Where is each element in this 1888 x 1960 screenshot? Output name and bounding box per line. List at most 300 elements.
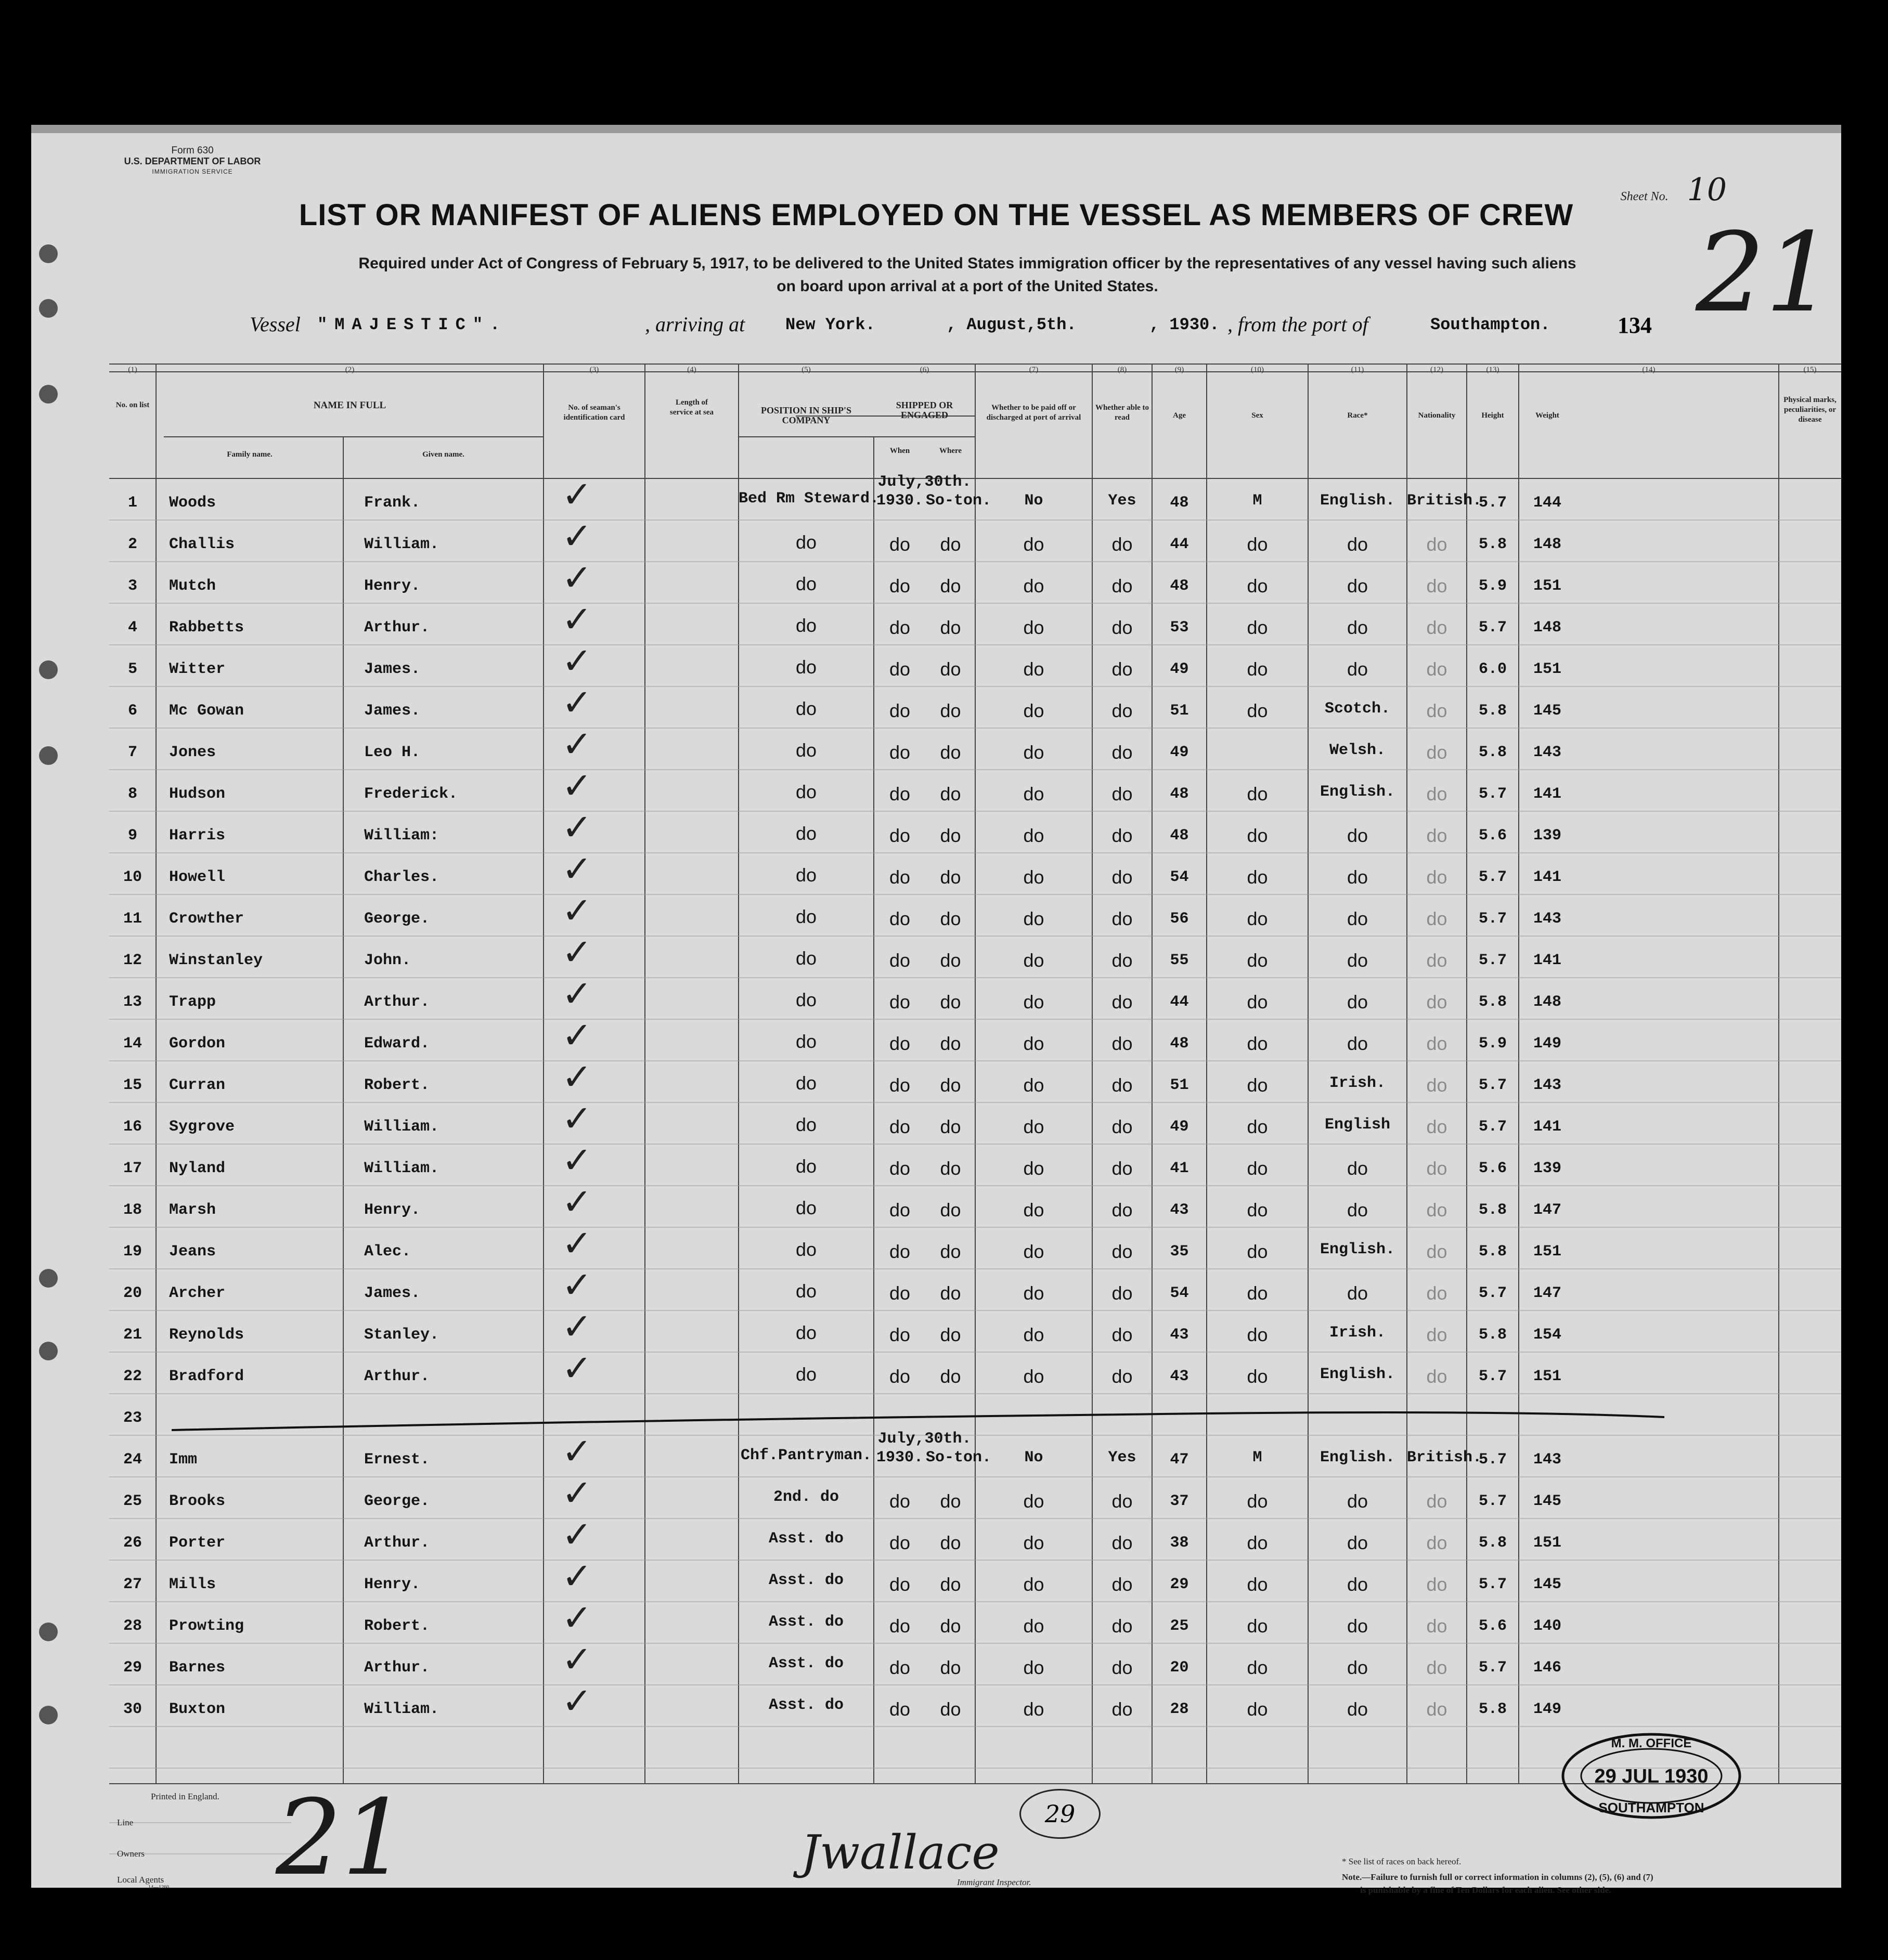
position-cell: do bbox=[795, 573, 817, 594]
given-name: Arthur. bbox=[364, 1368, 430, 1385]
race-cell: English. bbox=[1320, 1241, 1395, 1258]
family-name: Mills bbox=[169, 1576, 216, 1593]
weight-cell: 148 bbox=[1533, 619, 1561, 637]
from-port: Southampton. bbox=[1430, 315, 1550, 334]
column-number: (13) bbox=[1486, 366, 1499, 374]
paid-off-cell: No bbox=[1024, 1449, 1043, 1466]
check-mark-icon: ✓ bbox=[562, 889, 592, 932]
position-cell: do bbox=[795, 864, 817, 886]
nationality-cell: do bbox=[1426, 1324, 1447, 1345]
page-subtitle bbox=[265, 252, 1670, 298]
sex-cell: do bbox=[1247, 700, 1268, 721]
office-stamp bbox=[1560, 1732, 1742, 1820]
header-when: When bbox=[889, 447, 910, 455]
row-number: 12 bbox=[123, 952, 142, 969]
column-number: (8) bbox=[1117, 366, 1127, 374]
paid-off-cell: do bbox=[1023, 1324, 1044, 1345]
sex-cell: do bbox=[1247, 617, 1268, 638]
check-mark-icon: ✓ bbox=[562, 1305, 592, 1348]
family-name: Witter bbox=[169, 660, 226, 678]
punch-hole bbox=[39, 1706, 58, 1724]
row-number: 23 bbox=[123, 1409, 142, 1427]
shipped-where-cell: do bbox=[940, 658, 961, 680]
department-name: U.S. DEPARTMENT OF LABOR bbox=[124, 156, 261, 166]
race-cell: do bbox=[1347, 950, 1368, 971]
sex-cell: do bbox=[1247, 575, 1268, 596]
row-number: 15 bbox=[123, 1076, 142, 1094]
shipped-when-cell: do bbox=[889, 1282, 911, 1304]
races-note: * See list of races on back hereof. bbox=[1342, 1857, 1462, 1866]
shipped-where-cell: do bbox=[940, 1657, 961, 1678]
column-number: (7) bbox=[1029, 366, 1039, 374]
shipped-where-cell: do bbox=[940, 1324, 961, 1345]
height-cell: 5.7 bbox=[1478, 1492, 1507, 1510]
height-cell: 5.7 bbox=[1478, 1284, 1507, 1302]
paid-off-cell: do bbox=[1023, 534, 1044, 555]
row-number: 19 bbox=[123, 1243, 142, 1261]
paid-off-cell: do bbox=[1023, 991, 1044, 1013]
shipped-where-cell: do bbox=[940, 1366, 961, 1387]
able-read-cell: do bbox=[1111, 1033, 1133, 1054]
height-cell: 5.7 bbox=[1478, 1076, 1507, 1094]
shipped-where-cell: do bbox=[940, 1074, 961, 1096]
able-read-cell: do bbox=[1111, 825, 1133, 846]
race-cell: English bbox=[1324, 1116, 1391, 1134]
race-cell: do bbox=[1347, 1490, 1368, 1512]
check-mark-icon: ✓ bbox=[562, 848, 592, 890]
age-cell: 44 bbox=[1170, 536, 1189, 553]
check-mark-icon: ✓ bbox=[562, 1555, 592, 1598]
given-name: Alec. bbox=[364, 1243, 411, 1261]
age-cell: 28 bbox=[1170, 1701, 1189, 1718]
nationality-cell: do bbox=[1426, 950, 1447, 971]
row-number: 24 bbox=[123, 1451, 142, 1469]
able-read-cell: Yes bbox=[1108, 492, 1136, 510]
header-age: Age bbox=[1173, 411, 1186, 420]
column-number: (9) bbox=[1174, 366, 1184, 374]
row-number: 26 bbox=[123, 1534, 142, 1552]
check-mark-icon: ✓ bbox=[562, 681, 592, 724]
race-cell: do bbox=[1347, 1532, 1368, 1553]
nationality-cell: do bbox=[1426, 1199, 1447, 1221]
weight-cell: 148 bbox=[1533, 993, 1561, 1011]
paid-off-cell: do bbox=[1023, 866, 1044, 888]
nationality-cell: do bbox=[1426, 575, 1447, 596]
weight-cell: 139 bbox=[1533, 827, 1561, 845]
family-name: Jones bbox=[169, 744, 216, 761]
able-read-cell: do bbox=[1111, 658, 1133, 680]
shipped-where-cell: do bbox=[940, 908, 961, 929]
form-number: Form 630 bbox=[171, 145, 214, 156]
inspector-signature: Jwallace bbox=[801, 1825, 1000, 1880]
able-read-cell: do bbox=[1111, 1074, 1133, 1096]
shipped-where-cell: So-ton. bbox=[926, 492, 992, 510]
position-cell: do bbox=[795, 698, 817, 719]
position-cell: do bbox=[795, 739, 817, 761]
shipped-where-cell: do bbox=[940, 700, 961, 721]
given-name: Arthur. bbox=[364, 619, 430, 637]
check-mark-icon: ✓ bbox=[562, 972, 592, 1015]
header-race: Race* bbox=[1347, 411, 1368, 420]
shipped-when-cell: do bbox=[889, 1116, 911, 1137]
arriving-port: New York. bbox=[785, 315, 875, 334]
position-cell: do bbox=[795, 531, 817, 553]
height-cell: 5.8 bbox=[1478, 1201, 1507, 1219]
owners-label: Owners bbox=[117, 1849, 145, 1859]
able-read-cell: do bbox=[1111, 1324, 1133, 1345]
given-name: James. bbox=[364, 702, 421, 720]
shipped-when-cell: do bbox=[889, 825, 911, 846]
shipped-when-cell: do bbox=[889, 1490, 911, 1512]
column-number: (6) bbox=[920, 366, 929, 374]
able-read-cell: do bbox=[1111, 1366, 1133, 1387]
able-read-cell: do bbox=[1111, 1241, 1133, 1262]
position-cell: do bbox=[795, 1197, 817, 1218]
age-cell: 51 bbox=[1170, 1076, 1189, 1094]
race-cell: do bbox=[1347, 1698, 1368, 1720]
able-read-cell: do bbox=[1111, 1532, 1133, 1553]
age-cell: 48 bbox=[1170, 1035, 1189, 1053]
punch-hole bbox=[39, 1269, 58, 1288]
position-cell: do bbox=[795, 906, 817, 927]
able-read-cell: do bbox=[1111, 1615, 1133, 1637]
height-cell: 5.7 bbox=[1478, 785, 1507, 803]
sex-cell: do bbox=[1247, 783, 1268, 804]
given-name: Frederick. bbox=[364, 785, 458, 803]
able-read-cell: do bbox=[1111, 1282, 1133, 1304]
sex-cell: do bbox=[1247, 950, 1268, 971]
header-given-name: Given name. bbox=[422, 450, 464, 459]
height-cell: 5.7 bbox=[1478, 619, 1507, 637]
punch-hole bbox=[39, 746, 58, 765]
from-port-label: , from the port of bbox=[1227, 313, 1368, 336]
given-name: Arthur. bbox=[364, 1659, 430, 1677]
column-number: (3) bbox=[589, 366, 599, 374]
given-name: James. bbox=[364, 660, 421, 678]
paid-off-cell: do bbox=[1023, 1532, 1044, 1553]
local-agents-label: Local Agents bbox=[117, 1875, 164, 1885]
family-name: Curran bbox=[169, 1076, 226, 1094]
shipped-when-cell: do bbox=[889, 783, 911, 804]
family-name: Jeans bbox=[169, 1243, 216, 1261]
given-name: Ernest. bbox=[364, 1451, 430, 1469]
shipped-when-cell: do bbox=[889, 1615, 911, 1637]
height-cell: 5.7 bbox=[1478, 952, 1507, 969]
height-cell: 5.8 bbox=[1478, 1534, 1507, 1552]
sheet-label: Sheet No. bbox=[1620, 190, 1669, 203]
shipped-when-cell: do bbox=[889, 1158, 911, 1179]
height-cell: 5.8 bbox=[1478, 1326, 1507, 1344]
paid-off-cell: do bbox=[1023, 1074, 1044, 1096]
check-mark-icon: ✓ bbox=[562, 1097, 592, 1140]
shipped-when-cell: do bbox=[889, 866, 911, 888]
shipped-where-cell: do bbox=[940, 1698, 961, 1720]
shipped-where-cell: do bbox=[940, 742, 961, 763]
race-cell: do bbox=[1347, 1282, 1368, 1304]
sex-cell: do bbox=[1247, 1574, 1268, 1595]
check-mark-icon: ✓ bbox=[562, 1638, 592, 1681]
given-name: James. bbox=[364, 1284, 421, 1302]
shipped-where-cell: do bbox=[940, 1615, 961, 1637]
age-cell: 48 bbox=[1170, 827, 1189, 845]
age-cell: 56 bbox=[1170, 910, 1189, 928]
able-read-cell: do bbox=[1111, 950, 1133, 971]
header-weight: Weight bbox=[1535, 411, 1559, 420]
race-cell: do bbox=[1347, 825, 1368, 846]
weight-cell: 147 bbox=[1533, 1201, 1561, 1219]
paid-off-cell: do bbox=[1023, 1615, 1044, 1637]
nationality-cell: do bbox=[1426, 1574, 1447, 1595]
shipped-when-cell: do bbox=[889, 991, 911, 1013]
family-name: Gordon bbox=[169, 1035, 226, 1053]
shipped-when-cell: 1930. bbox=[876, 1449, 923, 1466]
height-cell: 5.7 bbox=[1478, 494, 1507, 512]
paid-off-cell: do bbox=[1023, 575, 1044, 596]
weight-cell: 151 bbox=[1533, 1534, 1561, 1552]
row-number: 16 bbox=[123, 1118, 142, 1136]
given-name: George. bbox=[364, 1492, 430, 1510]
stamp-bottom: SOUTHAMPTON bbox=[1598, 1800, 1704, 1815]
age-cell: 47 bbox=[1170, 1451, 1189, 1469]
shipped-when-cell: do bbox=[889, 1532, 911, 1553]
age-cell: 51 bbox=[1170, 702, 1189, 720]
paid-off-cell: do bbox=[1023, 617, 1044, 638]
given-name: Arthur. bbox=[364, 993, 430, 1011]
shipped-where-cell: do bbox=[940, 1490, 961, 1512]
height-cell: 5.8 bbox=[1478, 536, 1507, 553]
shipped-where-cell: do bbox=[940, 950, 961, 971]
race-cell: do bbox=[1347, 617, 1368, 638]
age-cell: 43 bbox=[1170, 1368, 1189, 1385]
weight-cell: 149 bbox=[1533, 1035, 1561, 1053]
race-cell: do bbox=[1347, 658, 1368, 680]
check-mark-icon: ✓ bbox=[562, 1430, 592, 1473]
header-paid-off: Whether to be paid off or discharged at port of arrival bbox=[986, 404, 1081, 422]
age-cell: 54 bbox=[1170, 1284, 1189, 1302]
check-mark-icon: ✓ bbox=[562, 640, 592, 682]
paid-off-cell: do bbox=[1023, 1282, 1044, 1304]
shipped-where-cell: do bbox=[940, 783, 961, 804]
header-able-read: Whether able to read bbox=[1095, 404, 1149, 422]
position-cell: Chf.Pantryman. bbox=[740, 1447, 872, 1464]
shipped-when-cell: do bbox=[889, 1324, 911, 1345]
family-name: Buxton bbox=[169, 1701, 226, 1718]
shipped-where-cell: do bbox=[940, 534, 961, 555]
header-seaman-card: No. of seaman's identification card bbox=[563, 404, 625, 422]
row-number: 17 bbox=[123, 1160, 142, 1177]
shipped-when-cell: do bbox=[889, 1241, 911, 1262]
nationality-cell: do bbox=[1426, 534, 1447, 555]
check-mark-icon: ✓ bbox=[562, 1056, 592, 1098]
paid-off-cell: do bbox=[1023, 1698, 1044, 1720]
position-cell: Asst. do bbox=[768, 1613, 844, 1631]
height-cell: 5.7 bbox=[1478, 1576, 1507, 1593]
weight-cell: 154 bbox=[1533, 1326, 1561, 1344]
shipped-where-cell: do bbox=[940, 825, 961, 846]
nationality-cell: do bbox=[1426, 617, 1447, 638]
position-cell: do bbox=[795, 656, 817, 678]
height-cell: 5.7 bbox=[1478, 1451, 1507, 1469]
age-cell: 55 bbox=[1170, 952, 1189, 969]
row-number: 7 bbox=[127, 744, 137, 761]
subtitle-line-1: Required under Act of Congress of February 5, 1917, to be delivered to the United States immigration officer by the representatives of any vessel having such aliens bbox=[358, 255, 1576, 272]
punch-hole bbox=[39, 1342, 58, 1360]
weight-cell: 151 bbox=[1533, 1368, 1561, 1385]
shipped-when-cell: do bbox=[889, 1199, 911, 1221]
race-cell: do bbox=[1347, 1199, 1368, 1221]
paid-off-cell: do bbox=[1023, 783, 1044, 804]
nationality-cell: do bbox=[1426, 700, 1447, 721]
paid-off-cell: do bbox=[1023, 700, 1044, 721]
vessel-label: Vessel bbox=[250, 313, 301, 336]
shipped-where-cell: So-ton. bbox=[926, 1449, 992, 1466]
height-cell: 6.0 bbox=[1478, 660, 1507, 678]
age-cell: 53 bbox=[1170, 619, 1189, 637]
family-name: Barnes bbox=[169, 1659, 226, 1677]
punch-hole bbox=[39, 299, 58, 318]
shipped-date-cell: July,30th. bbox=[877, 1430, 972, 1448]
nationality-cell: do bbox=[1426, 1033, 1447, 1054]
given-name: William. bbox=[364, 1701, 439, 1718]
sex-cell: do bbox=[1247, 1282, 1268, 1304]
age-cell: 54 bbox=[1170, 868, 1189, 886]
circled-number: 29 bbox=[1019, 1789, 1101, 1839]
given-name: William. bbox=[364, 536, 439, 553]
weight-cell: 147 bbox=[1533, 1284, 1561, 1302]
row-number: 14 bbox=[123, 1035, 142, 1053]
row-number: 25 bbox=[123, 1492, 142, 1510]
race-cell: Scotch. bbox=[1324, 700, 1391, 718]
given-name: Stanley. bbox=[364, 1326, 439, 1344]
nationality-cell: do bbox=[1426, 1657, 1447, 1678]
paid-off-cell: do bbox=[1023, 1657, 1044, 1678]
position-cell: Asst. do bbox=[768, 1530, 844, 1548]
header-where: Where bbox=[939, 447, 962, 455]
paid-off-cell: do bbox=[1023, 1199, 1044, 1221]
row-number: 22 bbox=[123, 1368, 142, 1385]
nationality-cell: do bbox=[1426, 658, 1447, 680]
sex-cell: do bbox=[1247, 866, 1268, 888]
paid-off-cell: do bbox=[1023, 1366, 1044, 1387]
nationality-cell: British. bbox=[1407, 1449, 1482, 1466]
height-cell: 5.7 bbox=[1478, 1659, 1507, 1677]
family-name: Bradford bbox=[169, 1368, 244, 1385]
weight-cell: 151 bbox=[1533, 1243, 1561, 1261]
check-mark-icon: ✓ bbox=[562, 556, 592, 599]
family-name: Marsh bbox=[169, 1201, 216, 1219]
height-cell: 5.9 bbox=[1478, 1035, 1507, 1053]
handwritten-21: 21 bbox=[276, 1777, 408, 1899]
column-number: (5) bbox=[801, 366, 811, 374]
shipped-where-cell: do bbox=[940, 1116, 961, 1137]
race-cell: Irish. bbox=[1329, 1324, 1386, 1342]
race-cell: do bbox=[1347, 1158, 1368, 1179]
position-cell: Bed Rm Steward. bbox=[739, 490, 880, 508]
given-name: Henry. bbox=[364, 577, 421, 595]
manifest-sheet bbox=[31, 125, 1841, 1899]
handwritten-number: 21 bbox=[1696, 209, 1835, 336]
check-mark-icon: ✓ bbox=[562, 1222, 592, 1265]
height-cell: 5.8 bbox=[1478, 744, 1507, 761]
sex-cell: do bbox=[1247, 1657, 1268, 1678]
punch-hole bbox=[39, 1622, 58, 1641]
position-cell: do bbox=[795, 1322, 817, 1343]
family-name: Sygrove bbox=[169, 1118, 235, 1136]
able-read-cell: do bbox=[1111, 534, 1133, 555]
shipped-where-cell: do bbox=[940, 1241, 961, 1262]
position-cell: do bbox=[795, 1072, 817, 1094]
arrival-date: , August,5th. bbox=[947, 315, 1077, 334]
nationality-cell: do bbox=[1426, 1490, 1447, 1512]
age-cell: 49 bbox=[1170, 660, 1189, 678]
shipped-when-cell: do bbox=[889, 742, 911, 763]
shipped-date-cell: July,30th. bbox=[877, 473, 972, 491]
age-cell: 49 bbox=[1170, 744, 1189, 761]
able-read-cell: do bbox=[1111, 617, 1133, 638]
shipped-where-cell: do bbox=[940, 617, 961, 638]
paid-off-cell: do bbox=[1023, 1116, 1044, 1137]
shipped-when-cell: do bbox=[889, 1574, 911, 1595]
able-read-cell: do bbox=[1111, 991, 1133, 1013]
given-name: William: bbox=[364, 827, 439, 845]
sex-cell: do bbox=[1247, 1615, 1268, 1637]
arrival-year: , 1930. bbox=[1149, 315, 1220, 334]
row-number: 6 bbox=[127, 702, 137, 720]
sex-cell: M bbox=[1252, 492, 1262, 510]
position-cell: do bbox=[795, 947, 817, 969]
nationality-cell: do bbox=[1426, 1241, 1447, 1262]
able-read-cell: do bbox=[1111, 1698, 1133, 1720]
height-cell: 5.7 bbox=[1478, 1118, 1507, 1136]
header-no-on-list: No. on list bbox=[115, 401, 150, 409]
shipped-where-cell: do bbox=[940, 1033, 961, 1054]
age-cell: 38 bbox=[1170, 1534, 1189, 1552]
nationality-cell: do bbox=[1426, 1366, 1447, 1387]
race-cell: English. bbox=[1320, 783, 1395, 801]
weight-cell: 141 bbox=[1533, 785, 1561, 803]
paid-off-cell: do bbox=[1023, 1241, 1044, 1262]
age-cell: 48 bbox=[1170, 494, 1189, 512]
sex-cell: do bbox=[1247, 908, 1268, 929]
nationality-cell: do bbox=[1426, 1158, 1447, 1179]
line-label: Line bbox=[117, 1818, 134, 1827]
family-name: Woods bbox=[169, 494, 216, 512]
form-code: 14—1260 bbox=[148, 1885, 169, 1890]
shipped-when-cell: do bbox=[889, 950, 911, 971]
paid-off-cell: do bbox=[1023, 658, 1044, 680]
shipped-when-cell: do bbox=[889, 658, 911, 680]
row-number: 1 bbox=[127, 494, 137, 512]
stamp-date: 29 JUL 1930 bbox=[1594, 1766, 1709, 1787]
race-cell: English. bbox=[1320, 492, 1395, 510]
age-cell: 41 bbox=[1170, 1160, 1189, 1177]
column-number: (4) bbox=[687, 366, 696, 374]
given-name: Frank. bbox=[364, 494, 421, 512]
weight-cell: 146 bbox=[1533, 1659, 1561, 1677]
nationality-cell: do bbox=[1426, 1698, 1447, 1720]
age-cell: 25 bbox=[1170, 1617, 1189, 1635]
sheet-number-value: 10 bbox=[1687, 172, 1727, 208]
position-cell: 2nd. do bbox=[773, 1488, 839, 1506]
check-mark-icon: ✓ bbox=[562, 1180, 592, 1223]
row-number: 30 bbox=[123, 1701, 142, 1718]
check-mark-icon: ✓ bbox=[562, 764, 592, 807]
service-name: IMMIGRATION SERVICE bbox=[152, 168, 233, 175]
sex-cell: do bbox=[1247, 658, 1268, 680]
check-mark-icon: ✓ bbox=[562, 515, 592, 557]
weight-cell: 141 bbox=[1533, 1118, 1561, 1136]
height-cell: 5.6 bbox=[1478, 1617, 1507, 1635]
